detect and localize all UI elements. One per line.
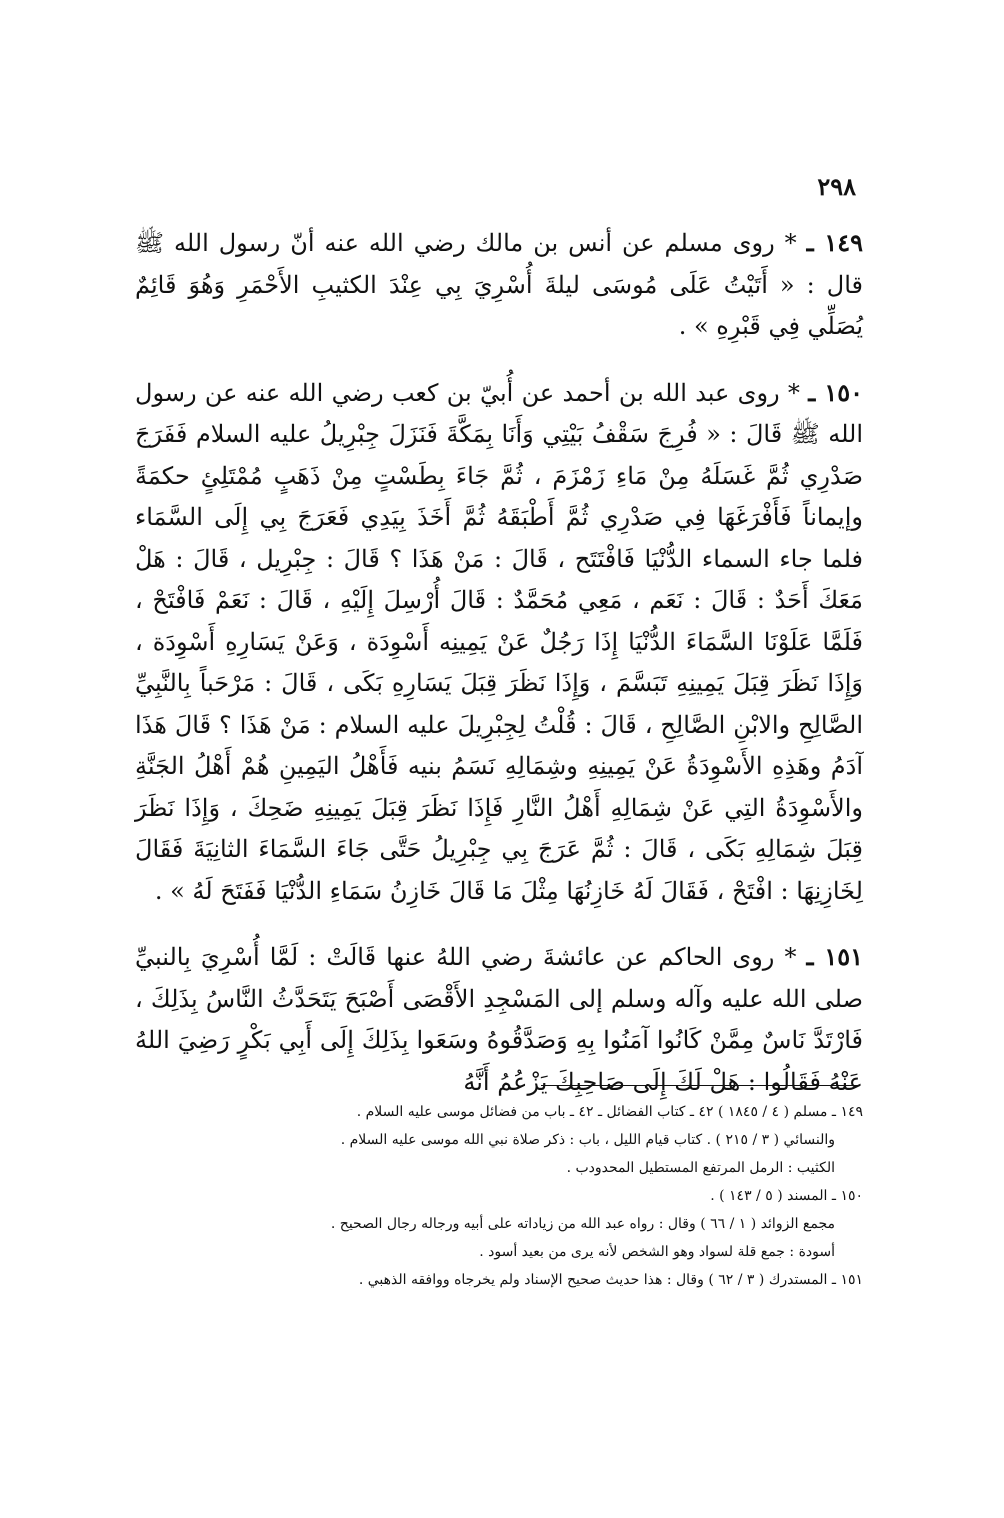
footnote-divider (541, 1085, 859, 1086)
footnote-line: أسودة : جمع قلة لسواد وهو الشخص لأنه يرى من بعيد أسود . (479, 1244, 835, 1260)
footnote-line: ١٥١ ـ المستدرك ( ٣ / ٦٢ ) وقال : هذا حديث صحيح الإسناد ولم يخرجاه ووافقه الذهبي . (358, 1272, 863, 1288)
hadith-number: ١٥١ ـ (806, 942, 863, 971)
footnotes (135, 1098, 863, 1294)
hadith-number: ١٥٠ ـ (808, 377, 863, 407)
hadith-paragraph-150 (135, 372, 863, 913)
footnote-line: ١٤٩ ـ مسلم ( ٤ / ١٨٤٥ ) ٤٢ ـ كتاب الفضائل ـ ٤٢ ـ باب من فضائل موسى عليه السلام . (356, 1104, 863, 1120)
hadith-paragraph-151 (135, 936, 863, 1103)
footnote-line: الكثيب : الرمل المرتفع المستطيل المحدودب . (566, 1160, 835, 1176)
main-text (135, 222, 863, 1127)
hadith-number: ١٤٩ ـ (806, 228, 863, 257)
hadith-text: * روى الحاكم عن عائشةَ رضي اللهُ عنها قَالَتْ : لَمَّا أُسْرِيَ بِالنبيِّ صلى الله عليه وآله وسلم إلى المَسْجِدِ الأَقْصَى أَصْبَحَ يَتَحَدَّثُ النَّاسُ بِذَلِكَ ، فَارْتَدَّ نَاسٌ مِمَّنْ كَانُوا آمَنُوا بِهِ وَصَدَّقُوهُ وسَعَوا بِذَلِكَ إِلَى أَبِي بَكْرٍ رَضِيَ اللهُ عَنْهُ فَقَالُوا : هَلْ لَكَ إِلَى صَاحِبِكَ يَزْعُمُ أَنَّهُ (135, 943, 863, 1096)
hadith-text: * روى مسلم عن أنس بن مالك رضي الله عنه أنّ رسول الله ﷺ قال : « أَتَيْتُ عَلَى مُوسَى ليلةَ أُسْرِيَ بِي عِنْدَ الكثيبِ الأَحْمَرِ وَهُوَ قَائِمٌ يُصَلِّي فِي قَبْرِهِ » . (135, 229, 863, 340)
hadith-paragraph-149 (135, 222, 863, 348)
footnote-line: مجمع الزوائد ( ١ / ٦٦ ) وقال : رواه عبد الله من زياداته على أبيه ورجاله رجال الصحيح . (330, 1216, 835, 1232)
hadith-text: * روى عبد الله بن أحمد عن أُبيّ بن كعب رضي الله عنه عن رسول الله ﷺ قَالَ : « فُرِجَ سَقْفُ بَيْتِي وَأَنَا بِمَكَّةَ فَنَزَلَ جِبْرِيلُ عليه السلام فَفَرَجَ صَدْرِي ثُمَّ غَسَلَهُ مِنْ مَاءِ زَمْزَمَ ، ثُمَّ جَاءَ بِطَسْتٍ مِنْ ذَهَبٍ مُمْتَلِئٍ حكمَةً وإيماناً فَأَفْرَغَهَا فِي صَدْرِي ثُمَّ أَطْبَقَهُ ثُمَّ أَخَذَ بِيَدِي فَعَرَجَ بِي إِلَى السَّمَاء فلما جاء السماء الدُّنْيَا فَافْتَتَح ، قَالَ : مَنْ هَذَا ؟ قَالَ : جِبْرِيل ، قَالَ : هَلْ مَعَكَ أَحَدٌ : قَالَ : نَعَم ، مَعِي مُحَمَّدٌ : قَالَ أُرْسِلَ إِلَيْهِ ، قَالَ : نَعَمْ فَافْتَحْ ، فَلَمَّا عَلَوْنَا السَّمَاءَ الدُّنْيَا إِذَا رَجُلٌ عَنْ يَمِينِه أَسْوِدَة ، وَعَنْ يَسَارِهِ أَسْوِدَة ، وَإِذَا نَظَرَ قِبَلَ يَمِينِهِ تَبَسَّمَ ، وَإِذَا نَظَرَ قِبَلَ يَسَارِهِ بَكَى ، قَالَ : مَرْحَباً بِالنَّبِيِّ الصَّالِحِ والابْنِ الصَّالِحِ ، قَالَ : قُلْتُ لِجِبْرِيلَ عليه السلام : مَنْ هَذَا ؟ قَالَ هَذَا آدَمُ وهَذِهِ الأَسْوِدَةُ عَنْ يَمِينِهِ وشِمَالِهِ نَسَمُ بنيه فَأَهْلُ اليَمِينِ هُمْ أَهْلُ الجَنَّةِ والأَسْوِدَةُ التِي عَنْ شِمَالِهِ أَهْلُ النَّارِ فَإِذَا نَظَرَ قِبَلَ يَمِينِهِ ضَحِكَ ، وَإِذَا نَظَرَ قِبَلَ شِمَالِهِ بَكَى ، قَالَ : ثُمَّ عَرَجَ بِي جِبْرِيلُ حَتَّى جَاءَ السَّمَاءَ الثانِيَةَ فَقَالَ لِخَازِنِهَا : افْتَحْ ، فَقَالَ لَهُ خَازِنُهَا مِثْلَ مَا قَالَ خَازِنُ سَمَاءِ الدُّنْيَا فَفَتَحَ لَهُ » . (135, 378, 863, 905)
footnote-line: ١٥٠ ـ المسند ( ٥ / ١٤٣ ) . (710, 1188, 863, 1204)
footnote-line: والنسائي ( ٣ / ٢١٥ ) . كتاب قيام الليل ، باب : ذكر صلاة نبي الله موسى عليه السلام . (340, 1132, 835, 1148)
page-number: ٢٩٨ (817, 172, 856, 201)
